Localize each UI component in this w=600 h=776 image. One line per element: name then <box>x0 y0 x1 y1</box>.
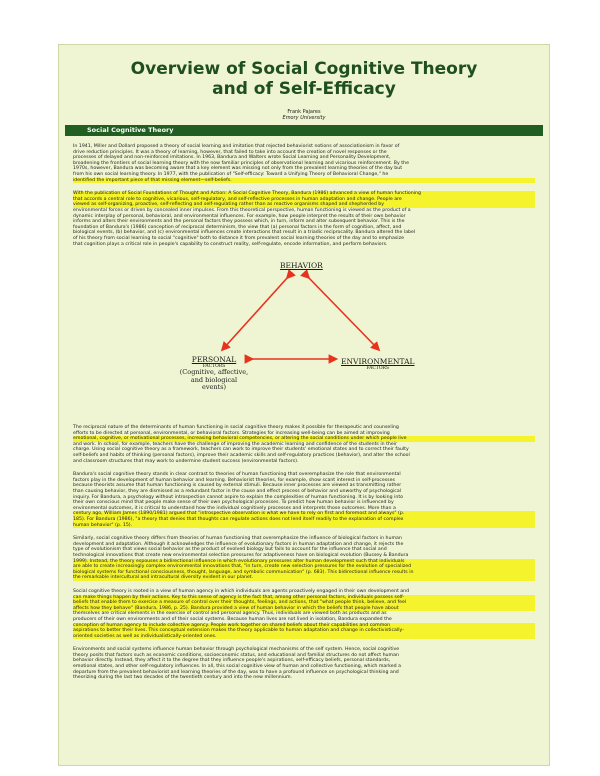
text-line: beliefs that enable them to exercise a measure of control over their thoughts, feelings, and actions, that "what people think, believe, and feel <box>73 600 535 606</box>
text-line: are able to create increasingly complex environmental innovations that, "in turn, create new selection pressures for the evolution of specialized <box>73 564 535 570</box>
label-environmental-factors: FACTORS <box>366 366 390 372</box>
text-line: With the publication of Social Foundations of Thought and Action: A Social Cognitive Theory, Bandura (1986) advanced a view of human functioning <box>73 191 535 197</box>
label-personal-note-2: and biological events) <box>190 375 238 392</box>
text-line: and work. In school, for example, teachers have the challenge of improving the academic learning and confidence of the students in their <box>73 441 398 447</box>
text-line: identified the important piece of that missing element—self-beliefs. <box>73 178 535 184</box>
arrow-behavior-personal <box>223 277 288 349</box>
text-line: factors play in the development of human behavior and learning. Behaviorist theories, for example, show scant interest in self-processes <box>73 477 395 483</box>
text-line: because theorists assume that human functioning is caused by external stimuli. Because inner processes are viewed as transmitting rather <box>73 483 402 489</box>
text-line: efforts to be directed at personal, environmental, or behavioral factors. Strategies for increasing well-being can be aimed at improving <box>73 430 390 436</box>
text-line: environmental outcomes, it is critical to understand how the individual cognitively processes and interprets those outcomes. More than a <box>73 505 396 511</box>
diagram-arrows <box>73 253 537 417</box>
text-line: broadening the frontiers of social learning theory with the now familiar principles of observational learning and vicarious reinforcement. By the <box>73 160 409 166</box>
text-line: 185). For Bandura (1986), "a theory that denies that thoughts can regulate actions does not lend itself readily to the explanation of complex <box>73 517 535 523</box>
text-line: the remarkable intercultural and intracultural diversity evident in our planet. <box>73 575 535 581</box>
text-line: Social cognitive theory is rooted in a view of human agency in which individuals are agents proactively engaged in their own development and <box>73 588 410 594</box>
text-line: environmental forces or driven by concealed inner impulses. From this theoretical perspective, human functioning is viewed as the product of a <box>73 207 411 213</box>
label-environmental-title: ENVIRONMENTAL <box>341 357 415 367</box>
label-personal-factors: FACTORS <box>202 364 226 370</box>
text-line: aspirations to better their lives. This conceptual extension makes the theory applicable to human adaptation and change in collectivistically- <box>73 628 535 634</box>
text-line: In 1941, Miller and Dollard proposed a theory of social learning and imitation that rejected behaviorist notions of associationism in favor of <box>73 144 400 149</box>
text-line: type of evolutionism that views social behavior as the product of evolved biology but fails to account for the influence that social and <box>73 547 387 553</box>
text-line: Bandura's social cognitive theory stands in clear contrast to theories of human functioning that overemphasize the role that environmental <box>73 472 401 478</box>
text-line: emotional states, and other self-regulatory influences. In all, this social cognitive view of human and collective functioning, which marked a <box>73 664 401 670</box>
text-line: processes of delayed and non-reinforced imitations. In 1963, Bandura and Walters wrote Social Learning and Personality Development, <box>73 155 391 161</box>
text-line: emotional, cognitive, or motivational processes, increasing behavioral competencies, or altering the social conditions under which people live <box>73 436 535 442</box>
paper-page <box>58 44 550 766</box>
text-line: that accords a central role to cognitive, vicarious, self-regulatory, and self-reflective processes in human adaptation and change. People are <box>73 197 535 203</box>
text-line: self-beliefs and habits of thinking (personal factors), improve their academic skills and self-regulatory practices (behavior), and alter the school <box>73 453 410 459</box>
text-line: that cognition plays a critical role in people's capability to construct reality, self-regulate, encode information, and perform behaviors. <box>73 241 388 247</box>
text-line: Similarly, social cognitive theory differs from theories of human functioning that overemphasize the influence of biological factors in human <box>73 536 402 542</box>
text-line: theory posits that factors such as economic conditions, socioeconomic status, and educational and familial structures do not affect human <box>73 652 399 658</box>
text-line: The reciprocal nature of the determinants of human functioning in social cognitive theory makes it possible for therapeutic and counseling <box>73 425 399 431</box>
label-environmental <box>341 357 414 371</box>
text-line: theorizing during the last two decades of the twentieth century and into the new millennium. <box>73 675 293 681</box>
section-header: Social Cognitive Theory <box>65 125 543 136</box>
text-line: drive reduction principles. It was a theory of learning, however, that failed to take into account the creation of novel responses or the <box>73 149 387 155</box>
text-line: themselves are critical elements in the exercise of control and personal agency. Thus, individuals are viewed both as products and as <box>73 611 387 617</box>
title-line-1: Overview of Social Cognitive Theory <box>130 59 478 79</box>
text-line: behavior directly. Instead, they affect it to the degree that they influence people's aspirations, self-efficacy beliefs, personal standards, <box>73 658 391 664</box>
text-line: 1999). Instead, the theory espouses a bidirectional influence in which evolutionary pressures alter human development such that individuals <box>73 559 535 565</box>
text-line: can make things happen by their actions. Key to this sense of agency is the fact that, among other personal factors, individuals possess self- <box>73 595 535 601</box>
paper-title <box>59 59 549 99</box>
text-line: conception of human agency to include collective agency. People work together on shared beliefs about their capabilities and common <box>73 623 535 629</box>
text-line: technological innovations that create new environmental selection pressures for adaptiveness have on biological evolution (Bussey & Bandura <box>73 552 409 558</box>
text-line: biological events, (b) behavior, and (c) environmental influences create interactions that result in a triadic reciprocality. Bandura altered the label <box>73 230 416 236</box>
text-line: affects how they behave" (Bandura, 1986, p. 25). Bandura provided a view of human behavior in which the beliefs that people have about <box>73 606 535 612</box>
text-line: departure from the prevalent behaviorist and learning theories of the day, was to have a profound influence on psychological thinking and <box>73 669 399 675</box>
text-line: development and adaptation. Although it acknowledges the influence of evolutionary factors in human adaptation and change, it rejects the <box>73 541 404 547</box>
author-name: Frank Pajares <box>287 109 321 115</box>
text-line: foundation of Bandura's (1986) conception of reciprocal determinism, the view that (a) personal factors in the form of cognition, affect, and <box>73 224 402 230</box>
paragraph-6 <box>73 589 535 639</box>
text-line: and classroom structures that may work to undermine student success (environmental factors). <box>73 458 299 464</box>
paragraph-1 <box>73 144 535 183</box>
paragraph-3 <box>73 425 535 464</box>
label-personal-note-1: (Cognitive, affective, <box>179 368 249 377</box>
paragraph-2 <box>73 191 535 247</box>
text-line: human behavior" (p. 15). <box>73 523 535 529</box>
text-line: charge. Using social cognitive theory as a framework, teachers can work to improve their students' emotional states and to correct their faulty <box>73 447 409 453</box>
text-line: dynamic interplay of personal, behavioral, and environmental influences. For example, how people interpret the results of their own behavior <box>73 213 406 219</box>
text-line: century ago, William James (1890/1981) argued that "introspective observation is what we have to rely on first and foremost and always" (p. <box>73 511 535 517</box>
text-line: of his theory from social learning to social "cognitive" both to distance it from prevalent social learning theories of the day and to emphasize <box>73 235 404 241</box>
text-line: 1970s, however, Bandura was becoming aware that a key element was missing not only from the prevalent learning theories of the day but <box>73 166 403 172</box>
label-behavior: BEHAVIOR <box>280 261 323 271</box>
paragraph-7 <box>73 647 535 681</box>
text-line: oriented societies as well as individualistically-oriented ones. <box>73 634 535 640</box>
text-line: informs and alters their environments and the personal factors they possess which, in turn, inform and alter subsequent behavior. This is the <box>73 219 405 225</box>
text-line: producers of their own environments and of their social systems. Because human lives are not lived in isolation, Bandura expanded the <box>73 616 392 622</box>
text-line: their own conscious mind that people make sense of their own psychological processes. To predict how human behavior is influenced by <box>73 500 394 506</box>
triadic-reciprocality-diagram <box>73 253 535 417</box>
text-line: Environments and social systems influence human behavior through psychological mechanisms of the self system. Hence, social cognitive <box>73 647 400 653</box>
text-line: than causing behavior, they are dismissed as a redundant factor in the cause and effect process of behavior and unworthy of psychological <box>73 489 402 495</box>
text-line: biological systems for functional consciousness, thought, language, and symbolic communication" (p. 683). This bidirectional influence results in <box>73 570 535 576</box>
title-line-2: and of Self-Efficacy <box>212 79 396 99</box>
text-line: viewed as self-organizing, proactive, self-reflecting and self-regulating rather than as reactive organisms shaped and shepherded by <box>73 202 535 208</box>
text-line: from his own social learning theory. In 1977, with the publication of "Self-efficacy: Toward a Unifying Theory of Behavioral Change," he <box>73 171 389 177</box>
label-personal-title: PERSONAL <box>191 355 237 365</box>
label-personal <box>179 355 249 392</box>
paragraph-4 <box>73 472 535 528</box>
text-line: inquiry. For Bandura, a psychology without introspection cannot aspire to explain the complexities of human functioning. It is by looking into <box>73 494 404 500</box>
paragraph-5 <box>73 536 535 581</box>
arrow-behavior-environmental <box>308 277 378 349</box>
author-affiliation: Emory University <box>282 115 326 121</box>
